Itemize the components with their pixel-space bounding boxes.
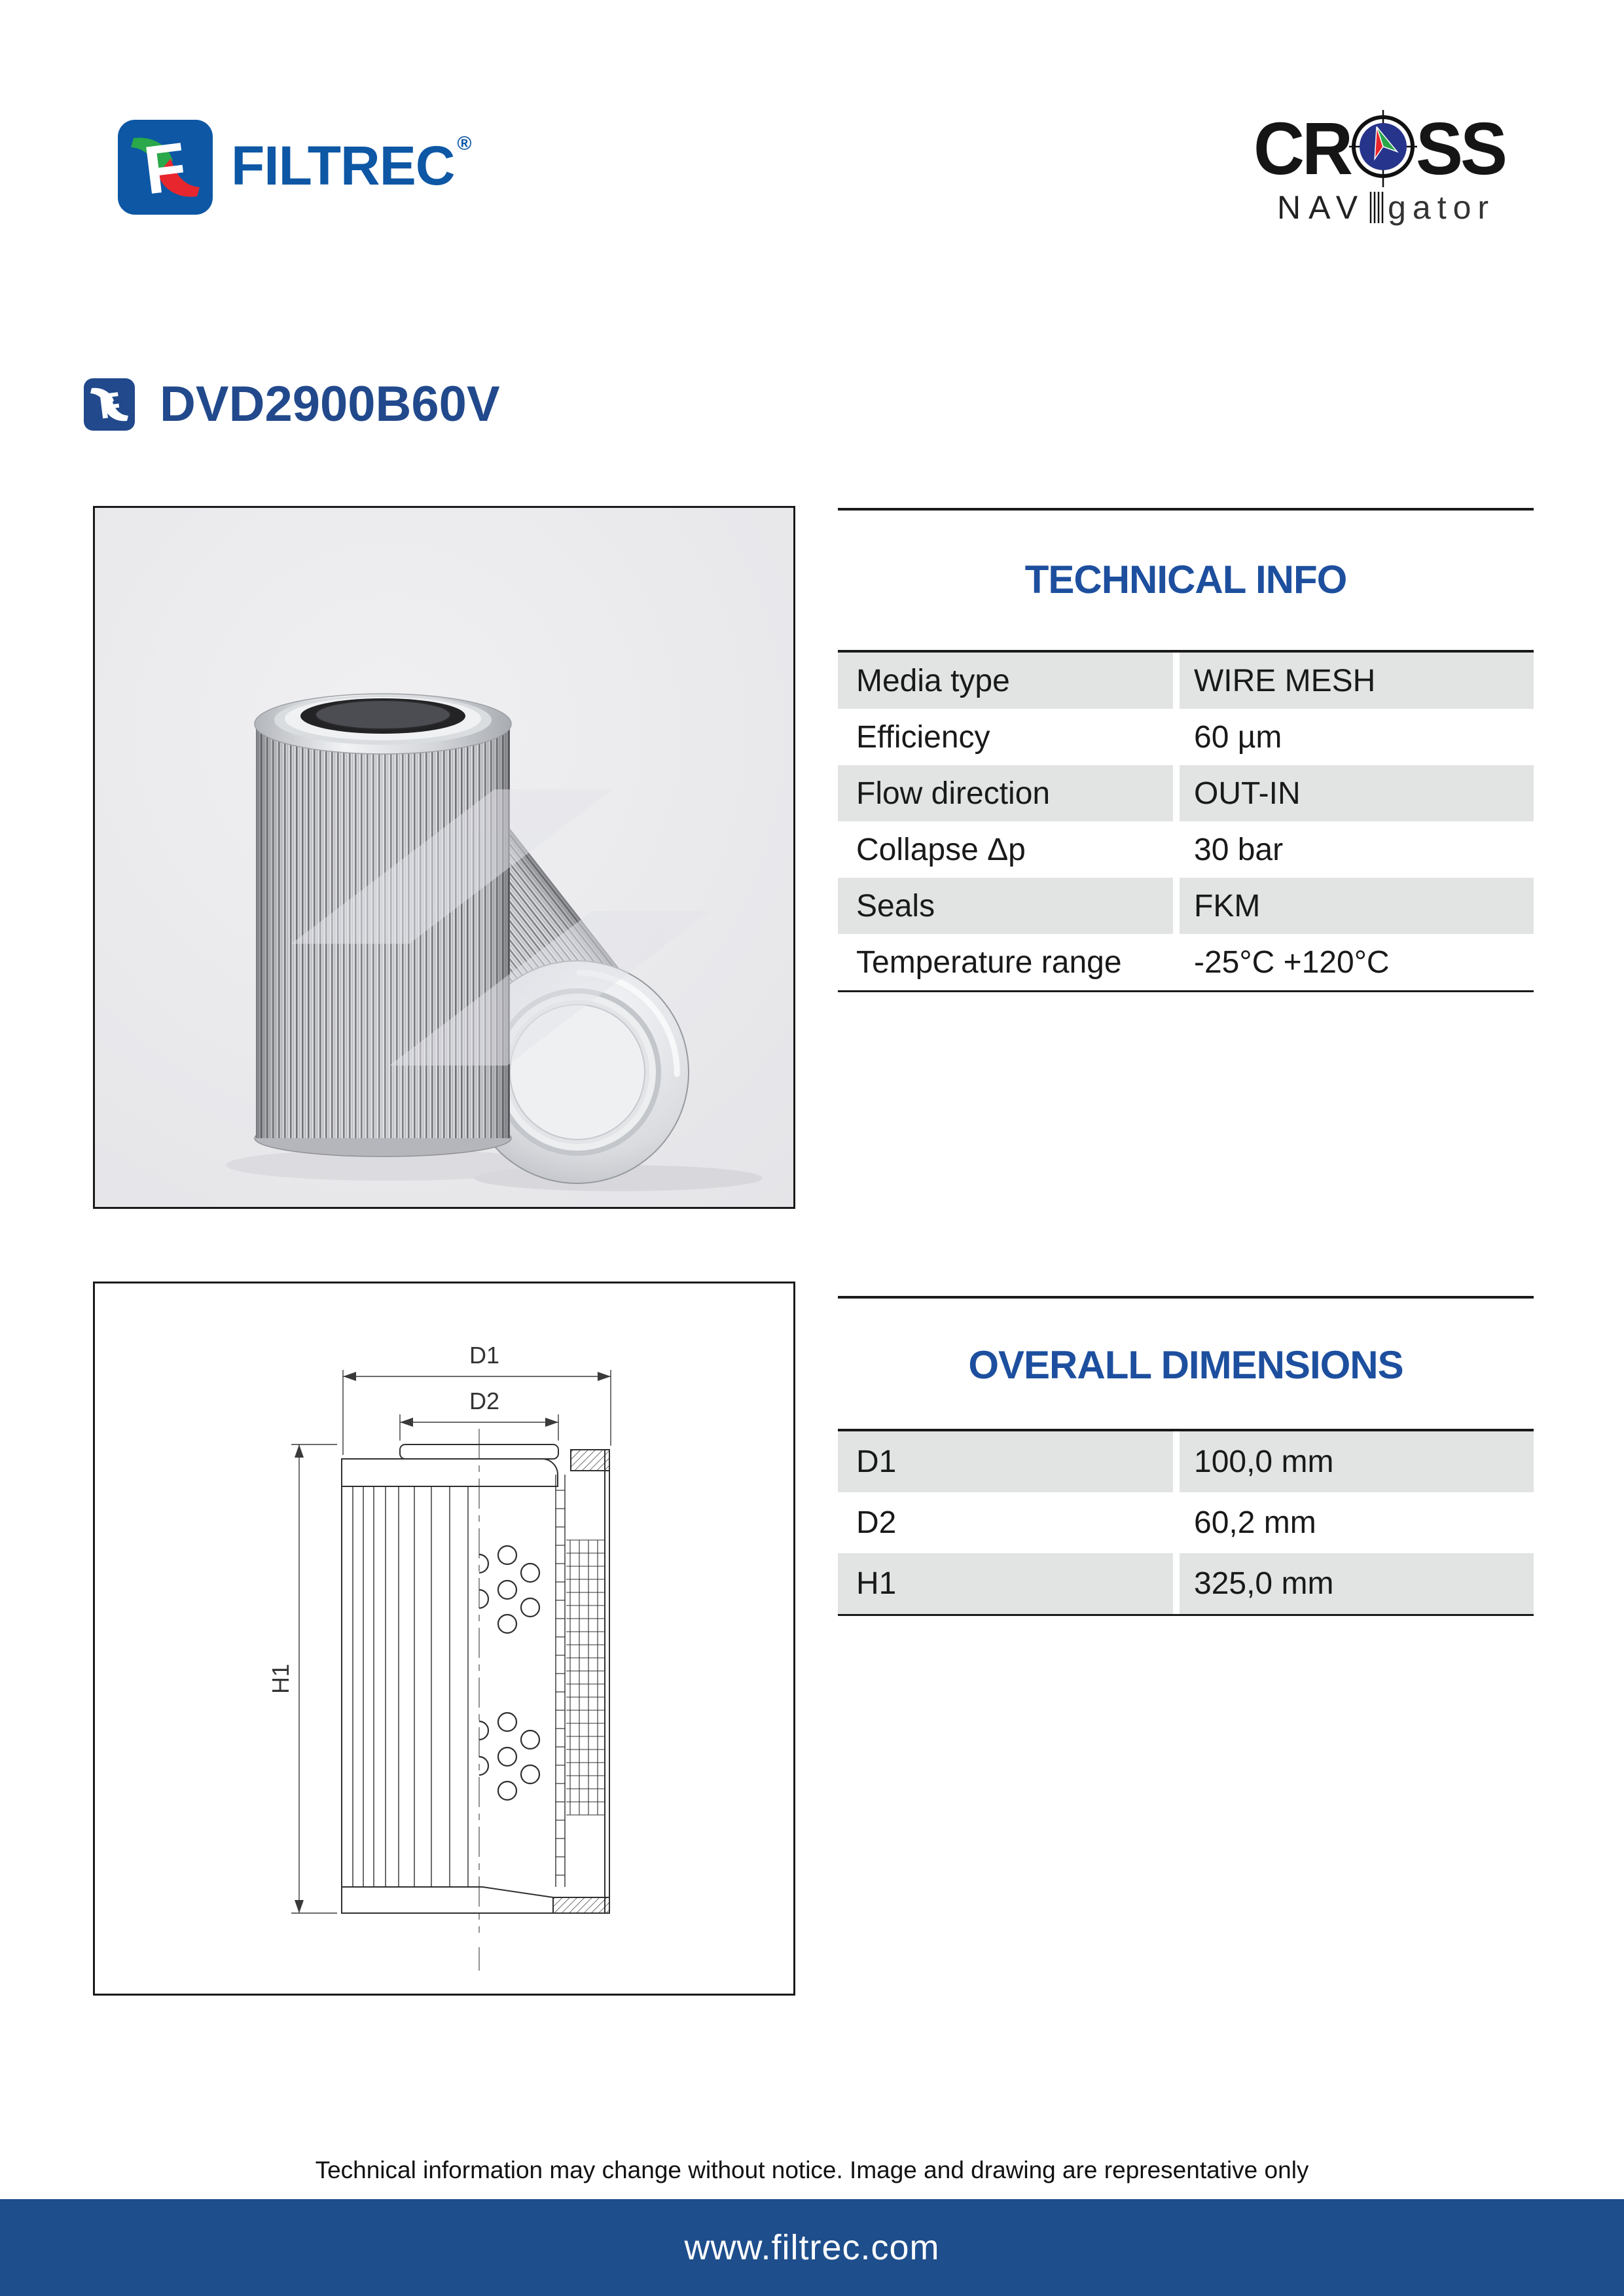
table-row — [838, 765, 1534, 821]
dimensions-top-rule — [838, 1296, 1534, 1299]
filtrec-f-mark-icon — [118, 120, 213, 215]
spec-value: WIRE MESH — [1180, 653, 1534, 709]
dimension-label: D1 — [838, 1431, 1173, 1492]
spec-label: Media type — [838, 653, 1173, 709]
svg-text:F: F — [96, 385, 123, 427]
table-row — [838, 709, 1534, 765]
table-row — [838, 878, 1534, 934]
footer-bar — [0, 2199, 1624, 2296]
filter-photo-illustration — [95, 508, 793, 1207]
spec-label: Efficiency — [856, 719, 990, 755]
nav-text: NAV — [1277, 189, 1366, 226]
table-row — [838, 934, 1534, 990]
cross-navigator-logo — [1254, 106, 1515, 226]
dimension-value: 100,0 mm — [1180, 1431, 1534, 1492]
technical-info-title: TECHNICAL INFO — [1024, 558, 1347, 601]
spec-label: Seals — [838, 878, 1173, 934]
dimension-label: H1 — [838, 1553, 1173, 1614]
svg-text:F: F — [139, 128, 190, 209]
dimension-value: 60,2 mm — [1194, 1505, 1316, 1540]
spec-label: Flow direction — [838, 765, 1173, 821]
disclaimer-text: Technical information may change without notice. Image and drawing are representative only — [315, 2157, 1309, 2183]
technical-drawing — [93, 1282, 795, 1996]
filtrec-wordmark-text: FILTREC — [231, 135, 455, 196]
website-link[interactable]: www.filtrec.com — [684, 2228, 940, 2267]
filtrec-wordmark — [231, 133, 471, 196]
filtrec-small-f-icon — [84, 378, 135, 431]
pillar-icon — [1368, 190, 1385, 224]
technical-info-top-rule — [838, 508, 1534, 511]
dimensions-table-bottom-border — [838, 1614, 1534, 1616]
technical-table-bottom-border — [838, 990, 1534, 992]
compass-icon — [1349, 110, 1417, 187]
drawing-label-h1: H1 — [267, 1663, 294, 1695]
table-row — [838, 653, 1534, 709]
table-row — [838, 821, 1534, 878]
cross-cr-text: CR — [1254, 106, 1350, 190]
spec-value: OUT-IN — [1180, 765, 1534, 821]
dimension-drawing — [95, 1283, 793, 1994]
part-number: DVD2900B60V — [160, 376, 500, 432]
dimension-label: D2 — [856, 1505, 897, 1540]
spec-value: -25°C +120°C — [1194, 944, 1390, 980]
spec-value: FKM — [1180, 878, 1534, 934]
spec-label: Temperature range — [856, 944, 1122, 980]
drawing-label-d1: D1 — [469, 1342, 500, 1369]
spec-label: Collapse Δp — [856, 832, 1026, 867]
table-row — [838, 1431, 1534, 1492]
table-row — [838, 1553, 1534, 1614]
gator-text: gator — [1388, 189, 1496, 226]
cross-logo-line2 — [1254, 188, 1515, 226]
product-photo — [93, 506, 795, 1209]
cross-logo-line1 — [1254, 106, 1515, 190]
dimensions-title: OVERALL DIMENSIONS — [968, 1343, 1403, 1387]
drawing-label-d2: D2 — [469, 1388, 500, 1414]
table-row — [838, 1492, 1534, 1553]
part-number-row — [84, 378, 500, 431]
cross-ss-text: SS — [1416, 106, 1506, 190]
registered-mark: ® — [457, 133, 471, 154]
filtrec-logo — [118, 120, 469, 215]
dimension-value: 325,0 mm — [1180, 1553, 1534, 1614]
spec-value: 30 bar — [1194, 832, 1284, 867]
spec-value: 60 µm — [1194, 719, 1282, 755]
